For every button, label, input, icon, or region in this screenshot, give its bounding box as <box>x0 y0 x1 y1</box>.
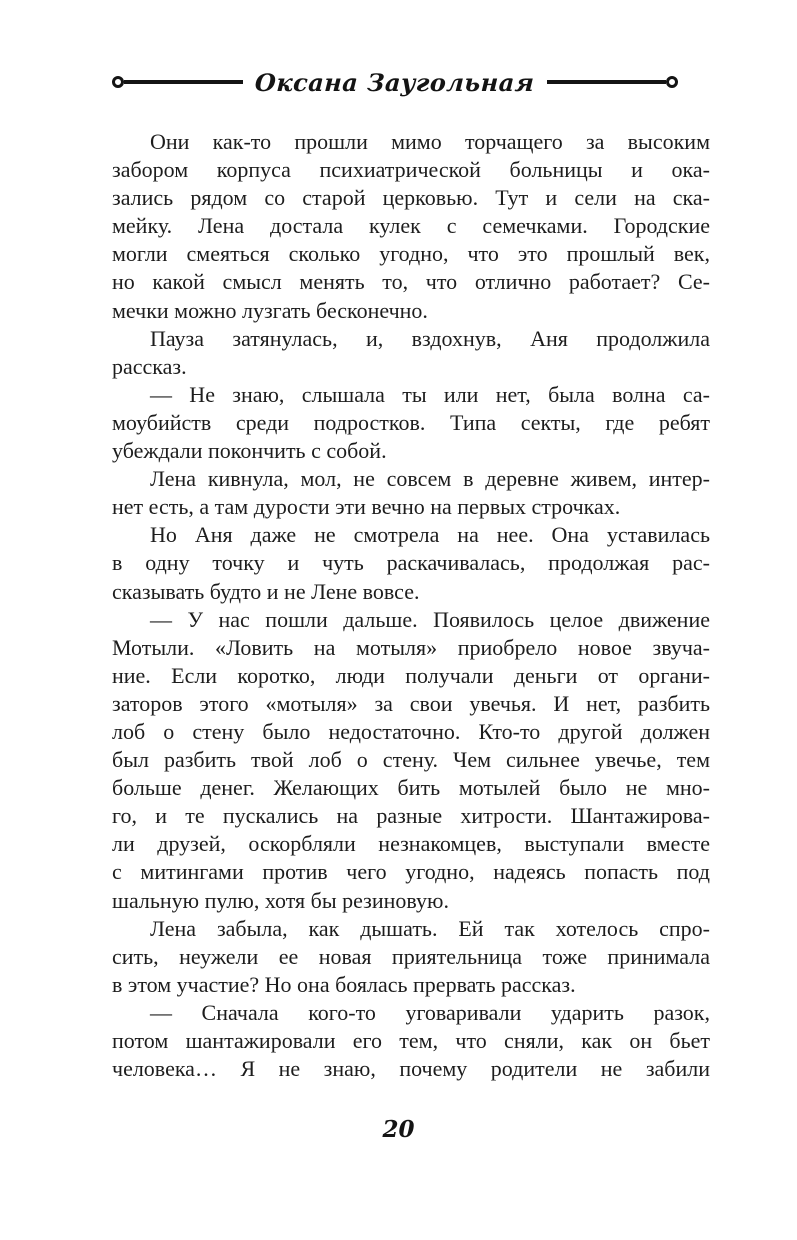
text-line: Пауза затянулась, и, вздохнув, Аня продолжила <box>150 325 710 351</box>
text-line: сить, неужели ее новая приятельница тоже принимала <box>112 943 710 969</box>
text-line: мечки можно лузгать бесконечно. <box>112 297 428 323</box>
running-head-author: Оксана Заугольная <box>254 67 536 97</box>
text-line: мейку. Лена достала кулек с семечками. Городские <box>112 213 710 239</box>
paragraph <box>112 999 710 1083</box>
paragraph <box>112 606 710 915</box>
text-line: сказывать будто и не Лене вовсе. <box>112 578 420 604</box>
text-line: нет есть, а там дурости эти вечно на первых строчках. <box>112 494 621 520</box>
text-line: Но Аня даже не смотрела на нее. Она уставилась <box>150 522 710 548</box>
body-text <box>112 128 710 1083</box>
text-line: в этом участие? Но она боялась прервать рассказ. <box>112 971 576 997</box>
text-line: был разбить твой лоб о стену. Чем сильнее увечье, тем <box>112 747 710 773</box>
text-line: с митингами против чего угодно, надеясь попасть под <box>112 859 710 885</box>
ornament-ring-right-icon <box>666 76 678 88</box>
text-line: Они как-то прошли мимо торчащего за высоким <box>150 129 710 154</box>
running-head <box>112 64 678 100</box>
text-line: ли друзей, оскорбляли незнакомцев, выступали вместе <box>112 831 710 857</box>
ornament-rule-left <box>124 80 243 85</box>
text-line: моубийств среди подростков. Типа секты, где ребят <box>112 409 710 435</box>
ornament-rule-right <box>547 80 666 85</box>
paragraph <box>112 325 710 381</box>
paragraph <box>112 128 710 325</box>
text-line: го, и те пускались на разные хитрости. Шантажирова- <box>112 803 710 829</box>
paragraph <box>112 465 710 521</box>
text-line: — Не знаю, слышала ты или нет, была волна са- <box>150 381 710 407</box>
text-line: в одну точку и чуть раскачивалась, продолжая рас- <box>112 550 710 576</box>
paragraph <box>112 381 710 465</box>
text-line: рассказ. <box>112 353 187 379</box>
page-number: 20 <box>382 1116 415 1143</box>
text-line: человека… Я не знаю, почему родители не забили <box>112 1056 710 1082</box>
text-line: могли смеяться сколько угодно, что это прошлый век, <box>112 241 710 267</box>
paragraph <box>112 521 710 605</box>
text-line: Лена забыла, как дышать. Ей так хотелось спро- <box>150 915 710 941</box>
ornament-ring-left-icon <box>112 76 124 88</box>
text-line: лоб о стену было недостаточно. Кто-то другой должен <box>112 718 710 744</box>
text-line: убеждали покончить с собой. <box>112 438 387 464</box>
text-line: больше денег. Желающих бить мотылей было не мно- <box>112 775 710 801</box>
text-line: потом шантажировали его тем, что сняли, как он бьет <box>112 1028 710 1053</box>
text-line: — У нас пошли дальше. Появилось целое движение <box>150 606 710 632</box>
text-line: — Сначала кого-то уговаривали ударить разок, <box>150 999 710 1025</box>
text-line: забором корпуса психиатрической больницы и ока- <box>112 157 710 183</box>
text-line: но какой смысл менять то, что отлично работает? Се- <box>112 269 710 295</box>
text-line: заторов этого «мотыля» за свои увечья. И нет, разбить <box>112 690 710 716</box>
text-line: ние. Если коротко, люди получали деньги от органи- <box>112 662 710 688</box>
text-line: Мотыли. «Ловить на мотыля» приобрело новое звуча- <box>112 634 710 660</box>
paragraph <box>112 915 710 999</box>
page-footer <box>0 1116 797 1143</box>
text-line: зались рядом со старой церковью. Тут и сели на ска- <box>112 185 710 211</box>
text-line: Лена кивнула, мол, не совсем в деревне живем, интер- <box>150 466 710 492</box>
text-line: шальную пулю, хотя бы резиновую. <box>112 887 449 913</box>
